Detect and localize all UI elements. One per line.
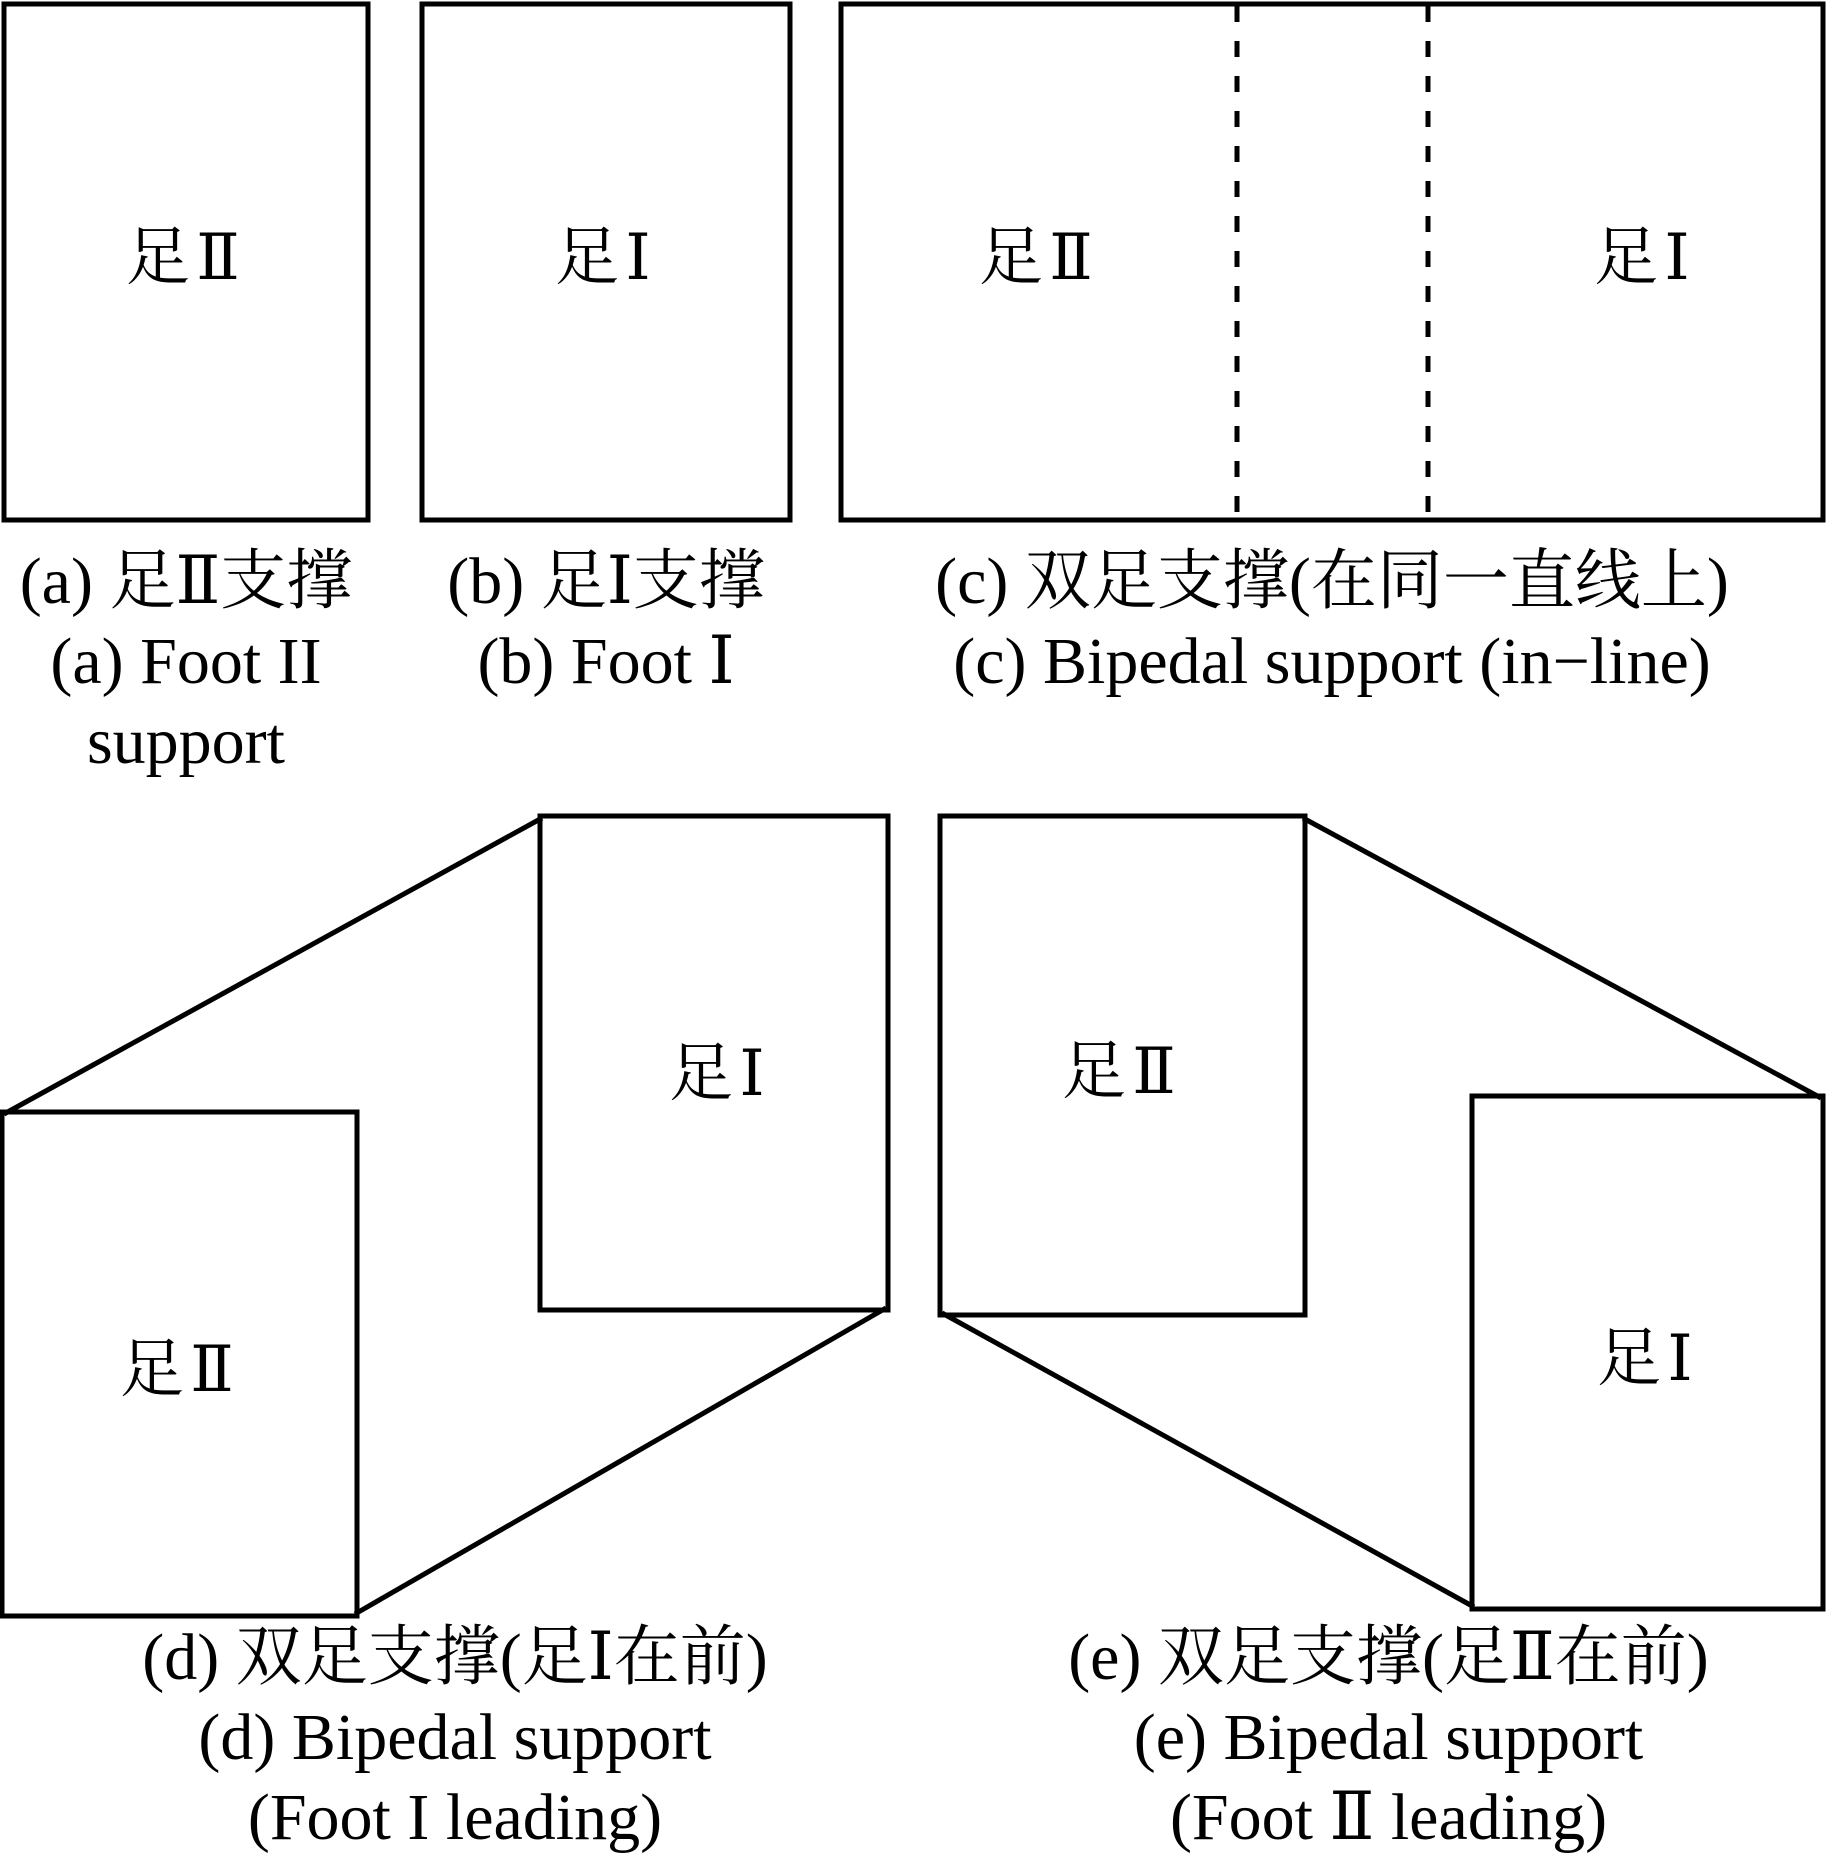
- caption-d: [0, 1618, 910, 1858]
- caption-a-zh: (a) 足Ⅱ支撑: [19, 545, 353, 618]
- panel-c-foot1-label: 足Ⅰ: [1593, 222, 1697, 293]
- panel-c-foot2-label: 足Ⅱ: [978, 222, 1100, 293]
- panel-d-hull-edge-bottom: [355, 1308, 886, 1614]
- caption-a-en-2: support: [87, 705, 285, 778]
- caption-c-en-1: (c) Bipedal support (in−line): [953, 625, 1711, 698]
- caption-e: [950, 1618, 1827, 1858]
- panel-a-foot2-label: 足Ⅱ: [125, 222, 247, 293]
- caption-e-zh: (e) 双足支撑(足Ⅱ在前): [1068, 1621, 1709, 1694]
- caption-b: [420, 542, 792, 702]
- panel-b-foot1-label: 足Ⅰ: [554, 222, 658, 293]
- caption-b-zh: (b) 足Ⅰ支撑: [447, 545, 765, 618]
- panel-d-hull-edge-top: [4, 818, 542, 1114]
- panel-e-foot2-label: 足Ⅱ: [1061, 1036, 1183, 1107]
- panel-d-foot2-label: 足Ⅱ: [119, 1334, 241, 1405]
- panel-e-hull-edge-top: [1303, 818, 1821, 1098]
- caption-b-en-1: (b) Foot Ⅰ: [477, 625, 735, 698]
- panel-e-foot1-label: 足Ⅰ: [1596, 1323, 1700, 1394]
- caption-a: [0, 542, 372, 782]
- panel-e-hull-edge-bottom: [942, 1313, 1474, 1607]
- caption-e-en-2: (Foot Ⅱ leading): [1169, 1781, 1608, 1854]
- panel-d-foot1-label: 足Ⅰ: [668, 1038, 772, 1109]
- caption-a-en-1: (a) Foot II: [50, 625, 322, 698]
- caption-d-en-2: (Foot I leading): [247, 1781, 663, 1854]
- caption-e-en-1: (e) Bipedal support: [1133, 1701, 1644, 1774]
- caption-d-en-1: (d) Bipedal support: [198, 1701, 712, 1774]
- caption-c-zh: (c) 双足支撑(在同一直线上): [935, 545, 1729, 618]
- caption-c: [841, 542, 1823, 702]
- caption-d-zh: (d) 双足支撑(足Ⅰ在前): [142, 1621, 768, 1694]
